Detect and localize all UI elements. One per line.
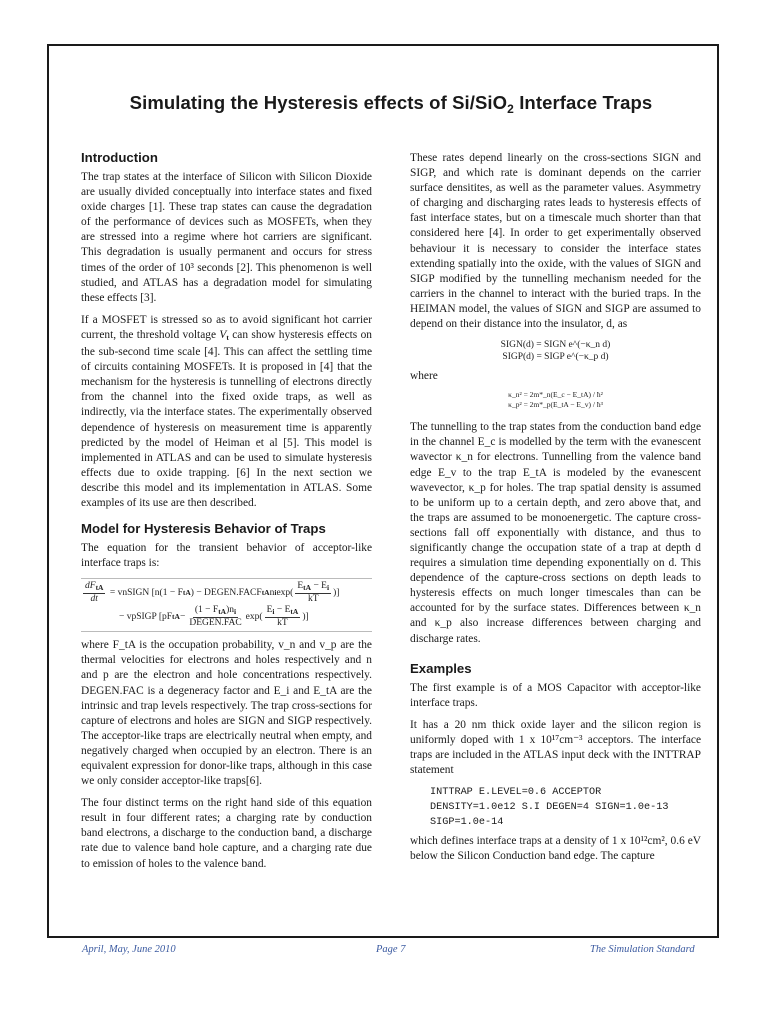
- where-label: where: [410, 370, 438, 383]
- examples-paragraph-2: It has a 20 nm thick oxide layer and the silicon region is uniformly doped with 1 x 10¹⁷cm⁻³ acceptors. The interface traps are included in the ATLAS input deck with the INTTRAP statement: [410, 718, 701, 777]
- left-column: [81, 150, 372, 879]
- equation-line-2: − v pSIGP [pF tA − $\frac{(1 - F_{tA})n_i}{\text{DEGEN.FAC}}$ exp( $\frac{E_i - E_{tA}}{kT}$ )]: [119, 605, 309, 629]
- rates-paragraph: These rates depend linearly on the cross-sections SIGN and SIGP, and which rate is dominant depends on the carrier surface densitites, as well as the parameter values. Asymmetry of charging and discharging rates leads to hysteresis effects of fast interface states, but on a timescale much shorter than that considered here [4]. In order to get experimentally observed behaviour it is necessary to consider the interface states extending spatially into the oxide, with the values of SIGN and SIGP modified by the tunnelling mechanism needed for the carriers in the channel to interact with the buried traps. In the HEIMAN model, the values of SIGN and SIGP are assumed to depend on their distance into the insulator, d, as: [410, 152, 701, 331]
- model-paragraph-3: The four distinct terms on the right hand side of this equation result in four different rates; a charging rate by conduction band electrons, a discharge to the conduction band, a discharge rate due to valence band hole capture, and a charging rate due to emission of holes to the valence band.: [81, 797, 372, 870]
- tunnelling-paragraph: The tunnelling to the trap states from the conduction band edge in the channel E_c is modelled by the term with the evanescent wavector κ_n for electrons. Tunnelling from the valence band edge E_v to the trap E_tA is modeled by the evanescent wavevector, κ_p for holes. The trap spatial density is assumed to be uniform up to a certain depth, and zero above that, and the traps are assumed to be monoenergetic. The capture cross-sections fall off exponentially with distance, and thus to significantly change the occupation state of a trap at depth d requires a simulation time depending exponentially on d. This dependence of the capture-cross sections on depth leads to hysteresis effects on much longer timescales than can be accounted for by the surface states. Differences between κ_n and κ_p also increase differences between charging and discharge rates.: [410, 421, 701, 645]
- transient-equation: [81, 578, 372, 632]
- intro-paragraph-2: If a MOSFET is stressed so as to avoid significant hot carrier current, the threshold voltage $V_t$ can show hysteresis effects on the sub-second time scale [4]. This can affect the settling time of circuits containing MOSFETs. It is proposed in [4] that the mechanism for the hysteresis is tunnelling of electrons directly from the channel into the fixed oxide traps, as well as indirectly, via the interface states. The experimentally observed dependence of hysteresis on measurement time is apparently predicted by the model of Heiman et al [5]. This model is implemented in ATLAS and can be used to simulate hysteresis effects due to oxide trapping. [6] In the next section we describe this model and its implementation in ATLAS. Some examples of its use are then described.: [81, 313, 372, 509]
- right-column: [410, 151, 701, 871]
- examples-heading: Examples: [410, 660, 472, 676]
- examples-paragraph-3: which defines interface traps at a density of 1 x 10¹²cm², 0.6 eV below the Silicon Conduction band edge. The capture: [410, 835, 701, 863]
- intro-paragraph-1: The trap states at the interface of Silicon with Silicon Dioxide are usually divided conceptually into interface states and fixed oxide charges [1]. These trap states can cause the degradation of the performance of devices such as MOSFETs, when they are stressed into a regime where hot carriers are significant. This degradation is usually permanent and occurs for stress times of the order of 10³ seconds [2]. This phenomenon is well studied, and ATLAS has a degradation model for simulating these effects [3].: [81, 171, 372, 304]
- equation-line-1: $\frac{dF_{tA}}{dt}$ = v nSIGN [n(1 − F tA ) − DEGEN.FACF tA n i exp( $\frac{E_{tA} - E_i}{kT}$ )]: [85, 581, 340, 605]
- footer-date: April, May, June 2010: [82, 944, 176, 955]
- model-paragraph-2: where F_tA is the occupation probability, v_n and v_p are the thermal velocities for electrons and holes respectively and n and p are the electron and hole concentrations respectively. DEGEN.FAC is a degeneracy factor and E_i and E_tA are the intrinsic and trap levels respectively. The trap cross-sections for capture of electrons and holes are SIGN and SIGP respectively. The acceptor-like traps are electrically neutral when empty, and negatively charged when occupied by an electron. There is an equivalent expression for donor-like traps, although in this case we only consider acceptor-like traps[6].: [81, 639, 372, 788]
- cross-section-equations: SIGN(d) = SIGN e^(−κ_n d) SIGP(d) = SIGP e^(−κ_p d): [500, 340, 611, 363]
- wavevector-equations: κ_n² = 2m*_n(E_c − E_tA) / ħ² κ_p² = 2m*_p(E_tA − E_v) / ħ³: [508, 390, 603, 410]
- model-heading: Model for Hysteresis Behavior of Traps: [81, 521, 326, 537]
- intro-heading: Introduction: [81, 150, 158, 165]
- footer-page-number: Page 7: [376, 944, 406, 955]
- examples-paragraph-1: The first example is of a MOS Capacitor with acceptor-like interface traps.: [410, 681, 701, 709]
- footer-publication: The Simulation Standard: [590, 944, 695, 955]
- model-paragraph-1: The equation for the transient behavior of acceptor-like interface traps is:: [81, 542, 372, 570]
- inttrap-code-block: INTTRAP E.LEVEL=0.6 ACCEPTOR DENSITY=1.0e12 S.I DEGEN=4 SIGN=1.0e-13 SIGP=1.0e-14: [430, 787, 669, 829]
- article-title: Simulating the Hysteresis effects of Si/SiO$_2$ Interface Traps: [129, 92, 653, 116]
